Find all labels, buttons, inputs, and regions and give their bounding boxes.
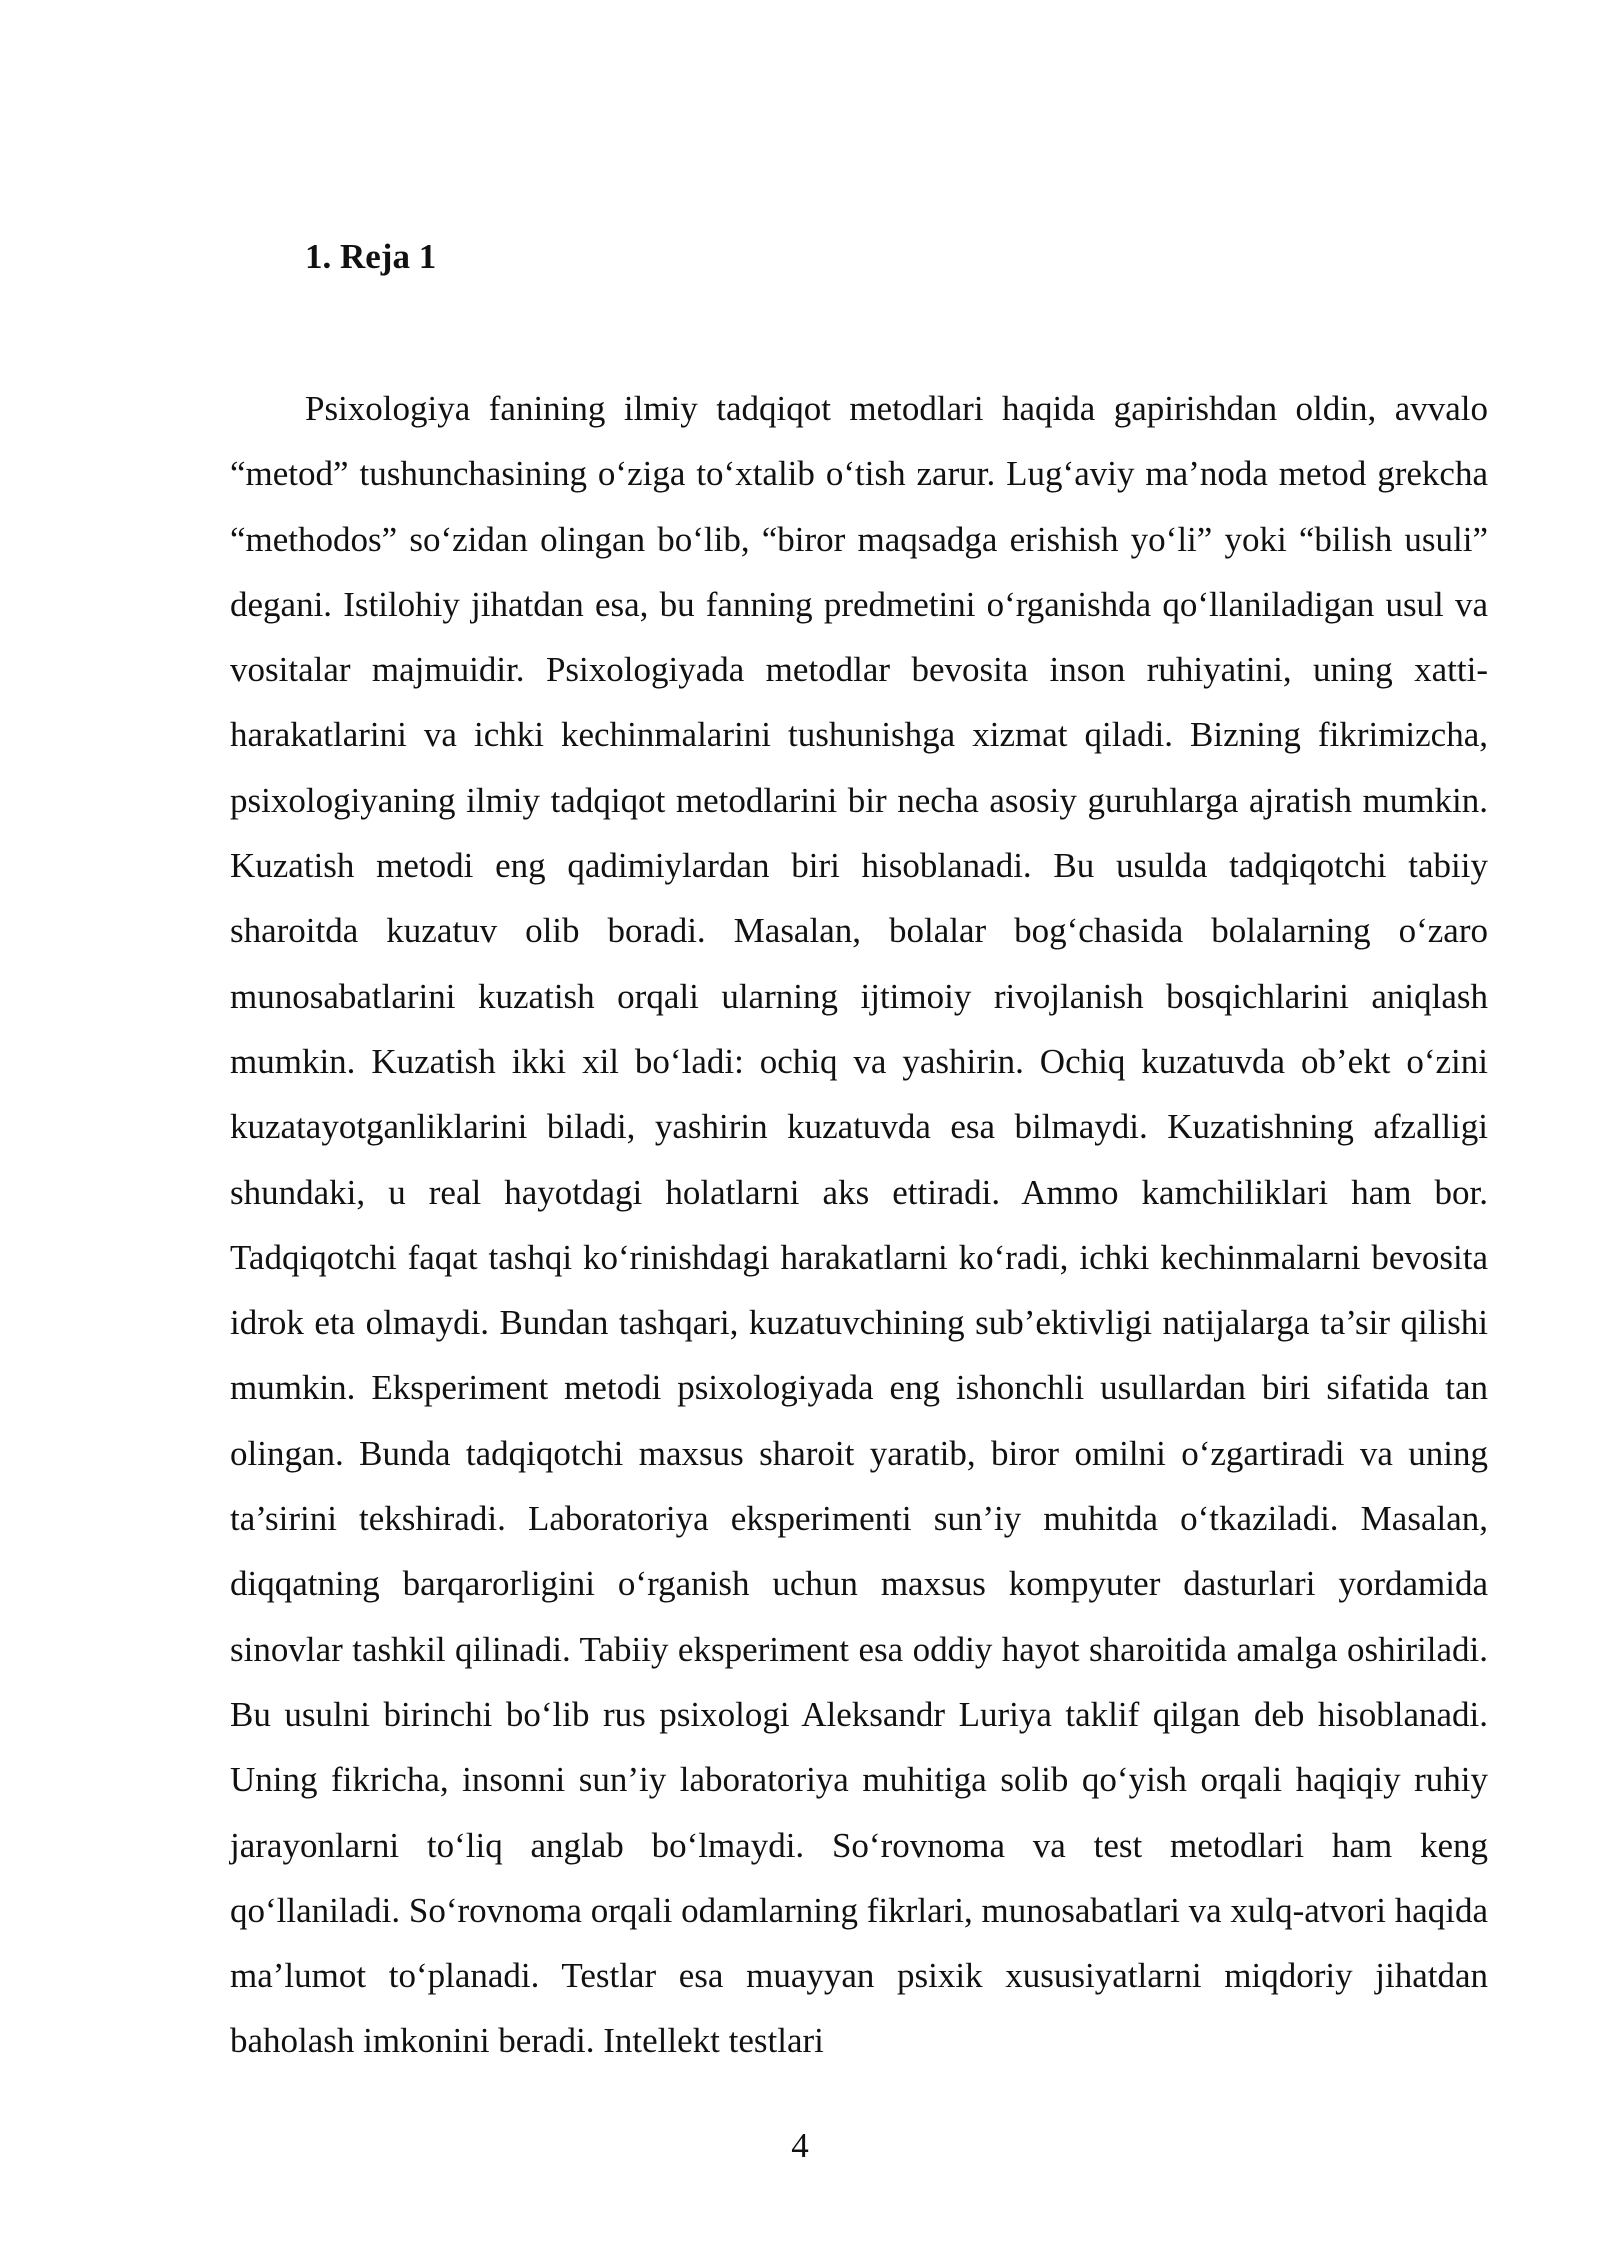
body-paragraph: Psixologiya fanining ilmiy tadqiqot metodlari haqida gapirishdan oldin, avvalo “metod” tushunchasining o‘ziga to‘xtalib o‘tish zarur. Lug‘aviy ma’noda metod grekcha “methodos” so‘zidan olingan bo‘lib, “biror maqsadga erishish yo‘li” yoki “bilish usuli” degani. Istilohiy jihatdan esa, bu fanning predmetini o‘rganishda qo‘llaniladigan usul va vositalar majmuidir. Psixologiyada metodlar bevosita inson ruhiyatini, uning xatti-harakatlarini va ichki kechinmalarini tushunishga xizmat qiladi. Bizning fikrimizcha, psixologiyaning ilmiy tadqiqot metodlarini bir necha asosiy guruhlarga ajratish mumkin. Kuzatish metodi eng qadimiylardan biri hisoblanadi. Bu usulda tadqiqotchi tabiiy sharoitda kuzatuv olib boradi. Masalan, bolalar bog‘chasida bolalarning o‘zaro munosabatlarini kuzatish orqali ularning ijtimoiy rivojlanish bosqichlarini aniqlash mumkin. Kuzatish ikki xil bo‘ladi: ochiq va yashirin. Ochiq kuzatuvda ob’ekt o‘zini kuzatayotganliklarini biladi, yashirin kuzatuvda esa bilmaydi. Kuzatishning afzalligi shundaki, u real hayotdagi holatlarni aks ettiradi. Ammo kamchiliklari ham bor. Tadqiqotchi faqat tashqi ko‘rinishdagi harakatlarni ko‘radi, ichki kechinmalarni bevosita idrok eta olmaydi. Bundan tashqari, kuzatuvchining sub’ektivligi natijalarga ta’sir qilishi mumkin. Eksperiment metodi psixologiyada eng ishonchli usullardan biri sifatida tan olingan. Bunda tadqiqotchi maxsus sharoit yaratib, biror omilni o‘zgartiradi va uning ta’sirini tekshiradi. Laboratoriya eksperimenti sun’iy muhitda o‘tkaziladi. Masalan, diqqatning barqarorligini o‘rganish uchun maxsus kompyuter dasturlari yordamida sinovlar tashkil qilinadi. Tabiiy eksperiment esa oddiy hayot sharoitida amalga oshiriladi. Bu usulni birinchi bo‘lib rus psixologi Aleksandr Luriya taklif qilgan deb hisoblanadi. Uning fikricha, insonni sun’iy laboratoriya muhitiga solib qo‘yish orqali haqiqiy ruhiy jarayonlarni to‘liq anglab bo‘lmaydi. So‘rovnoma va test metodlari ham keng qo‘llaniladi. So‘rovnoma orqali odamlarning fikrlari, munosabatlari va xulq-atvori haqida ma’lumot to‘planadi. Testlar esa muayyan psixik xususiyatlarni miqdoriy jihatdan baholash imkonini beradi. Intellekt testlari [230, 389, 1488, 2061]
section-heading: 1. Reja 1 [305, 237, 437, 276]
page-number: 4 [791, 2126, 809, 2165]
